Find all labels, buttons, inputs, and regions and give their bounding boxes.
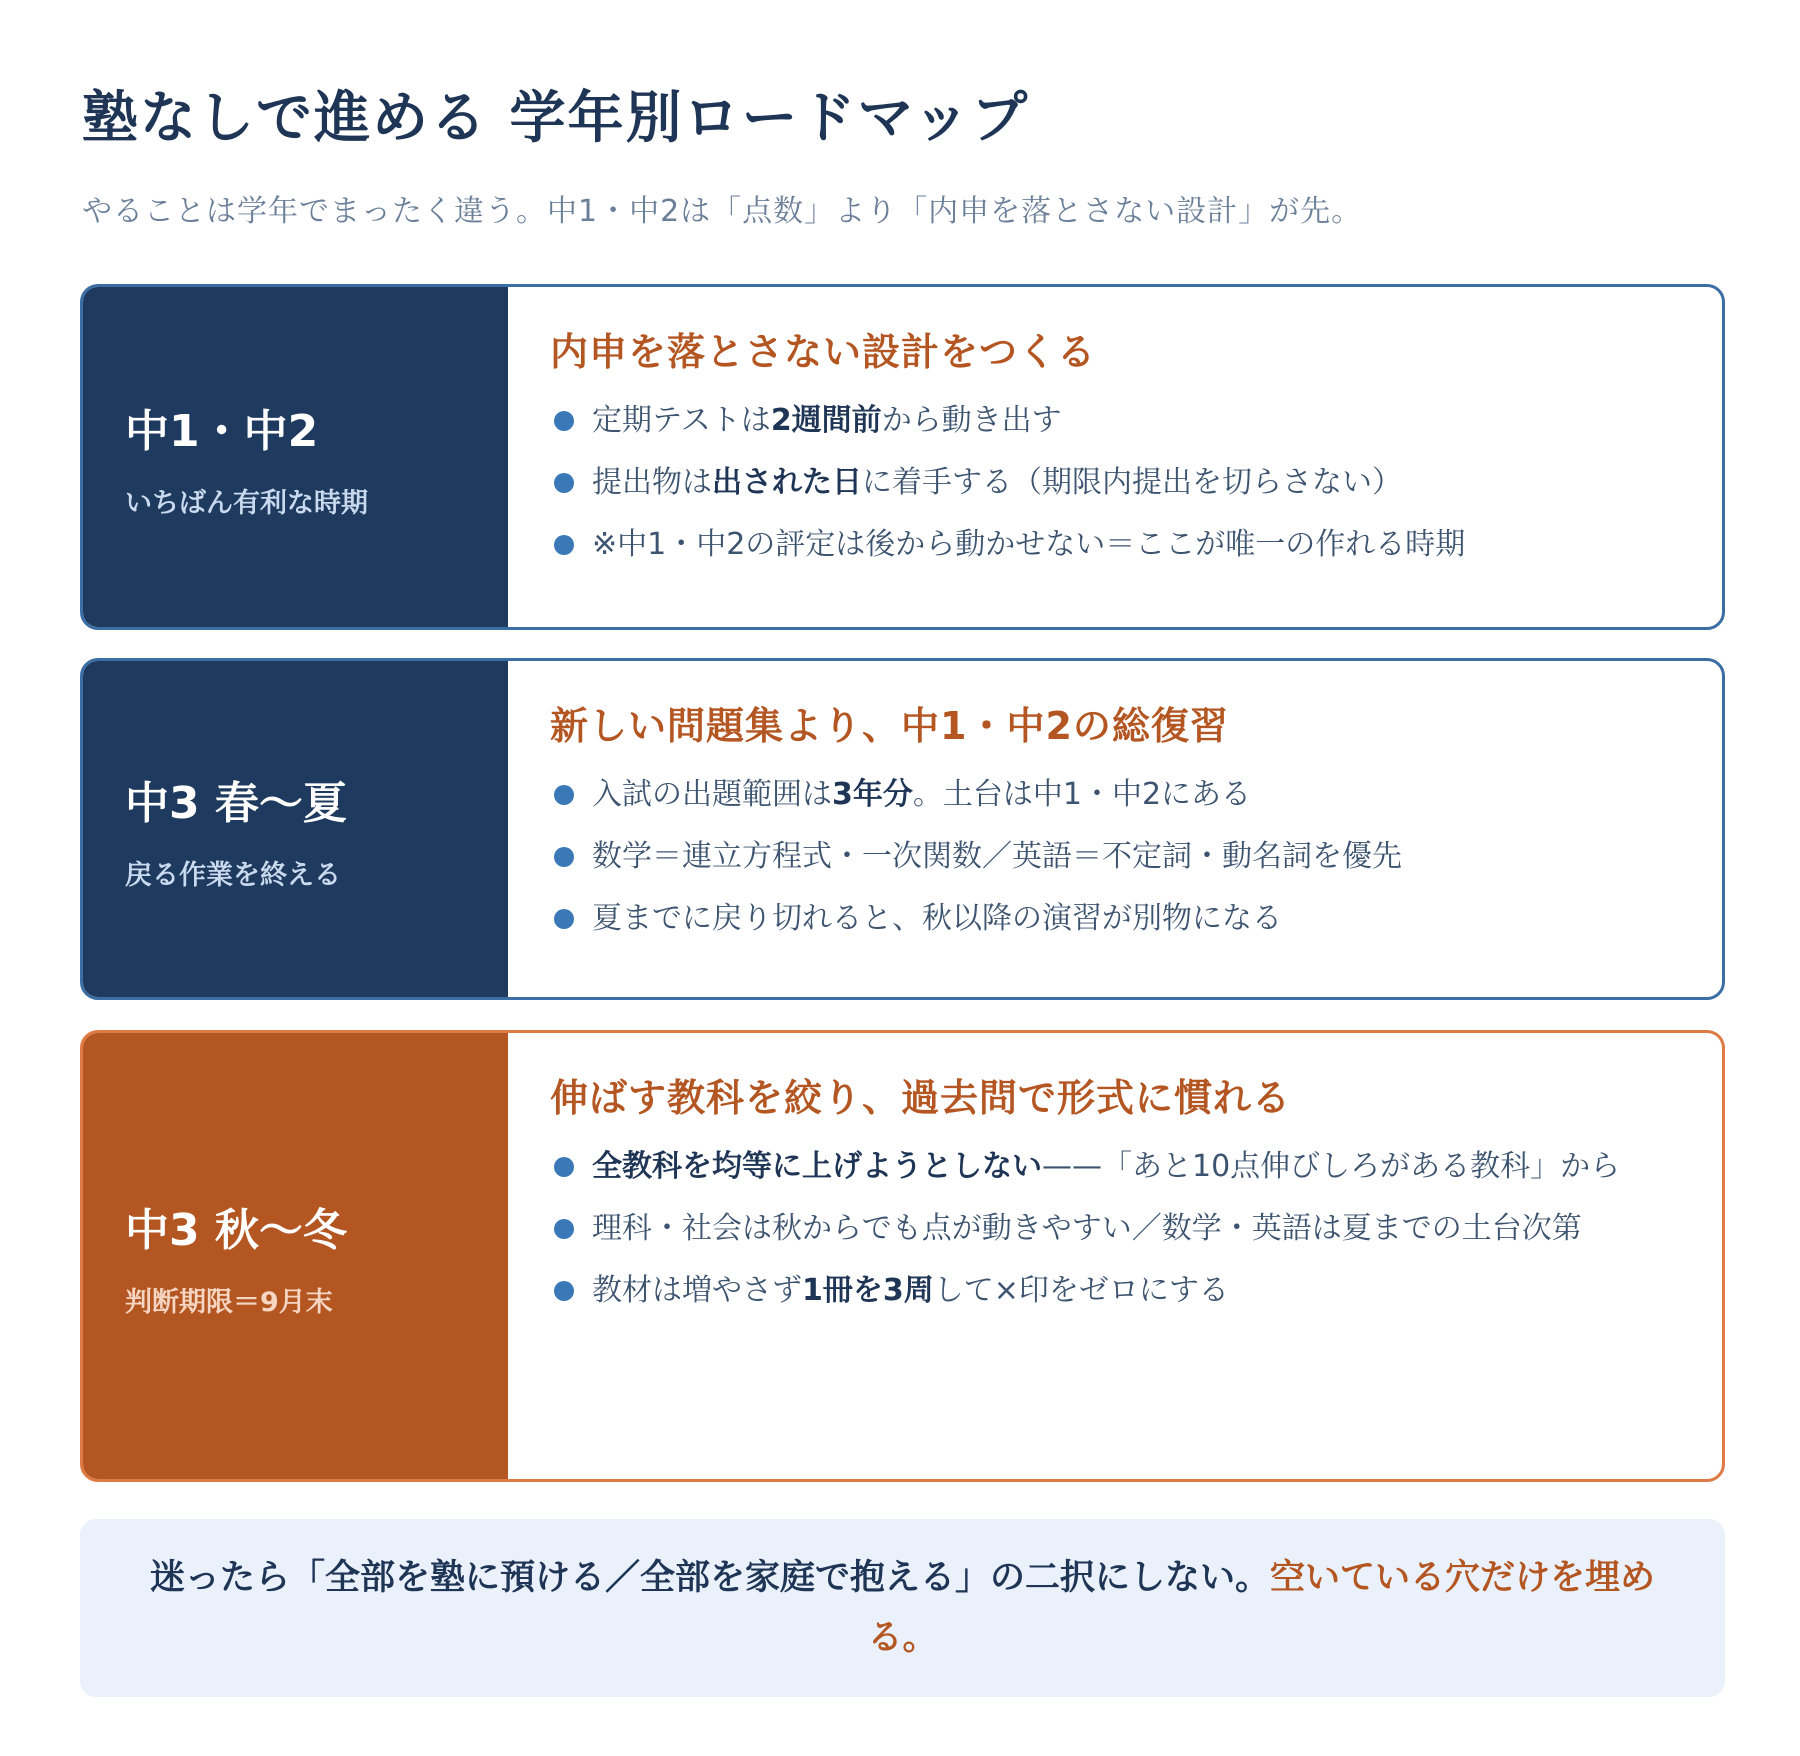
stage-item-list (550, 1140, 1682, 1318)
list-item: 全教科を均等に上げようとしない——「あと10点伸びしろがある教科」から (550, 1140, 1682, 1194)
stage-grade: 中3 春〜夏 (125, 777, 347, 829)
bullet-icon (554, 909, 574, 929)
stage-content (508, 1033, 1722, 1479)
stage-card-grade3-spring-summer (80, 658, 1725, 1000)
summary-text (120, 1548, 1685, 1668)
stage-tagline: いちばん有利な時期 (125, 487, 368, 519)
stage-grade: 中3 秋〜冬 (125, 1204, 347, 1256)
list-item: 提出物は出された日に着手する（期限内提出を切らさない） (550, 456, 1682, 510)
stage-content (508, 287, 1722, 627)
summary-note (80, 1519, 1725, 1697)
bullet-icon (554, 847, 574, 867)
bullet-icon (554, 1157, 574, 1177)
stage-item-list (550, 394, 1682, 572)
stage-tagline: 戻る作業を終える (125, 859, 341, 891)
list-item: 数学＝連立方程式・一次関数／英語＝不定詞・動名詞を優先 (550, 830, 1682, 884)
stage-heading: 新しい問題集より、中1・中2の総復習 (550, 704, 1229, 748)
stage-side-panel (83, 661, 508, 997)
stage-side-panel (83, 1033, 508, 1479)
stage-grade: 中1・中2 (125, 405, 319, 457)
list-item: 入試の出題範囲は3年分。土台は中1・中2にある (550, 768, 1682, 822)
stage-content (508, 661, 1722, 997)
stage-side-panel (83, 287, 508, 627)
stage-card-grade1-2 (80, 284, 1725, 630)
bullet-icon (554, 535, 574, 555)
bullet-icon (554, 473, 574, 493)
list-item: 教材は増やさず1冊を3周して×印をゼロにする (550, 1264, 1682, 1318)
summary-main: 迷ったら「全部を塾に預ける／全部を家庭で抱える」の二択にしない。 (149, 1558, 1270, 1598)
stage-heading: 伸ばす教科を絞り、過去問で形式に慣れる (550, 1076, 1292, 1120)
stage-item-list (550, 768, 1682, 946)
page-subtitle: やることは学年でまったく違う。中1・中2は「点数」より「内申を落とさない設計」が先。 (82, 194, 1363, 229)
list-item: 夏までに戻り切れると、秋以降の演習が別物になる (550, 892, 1682, 946)
list-item: 定期テストは2週間前から動き出す (550, 394, 1682, 448)
bullet-icon (554, 1281, 574, 1301)
bullet-icon (554, 1219, 574, 1239)
summary-accent: 空いている穴だけを埋める。 (867, 1558, 1656, 1658)
page-title: 塾なしで進める 学年別ロードマップ (82, 86, 1030, 151)
stage-heading: 内申を落とさない設計をつくる (550, 330, 1097, 374)
list-item: 理科・社会は秋からでも点が動きやすい／数学・英語は夏までの土台次第 (550, 1202, 1682, 1256)
bullet-icon (554, 785, 574, 805)
list-item: ※中1・中2の評定は後から動かせない＝ここが唯一の作れる時期 (550, 518, 1682, 572)
stage-tagline: 判断期限＝9月末 (125, 1286, 333, 1318)
bullet-icon (554, 411, 574, 431)
stage-card-grade3-autumn-winter (80, 1030, 1725, 1482)
